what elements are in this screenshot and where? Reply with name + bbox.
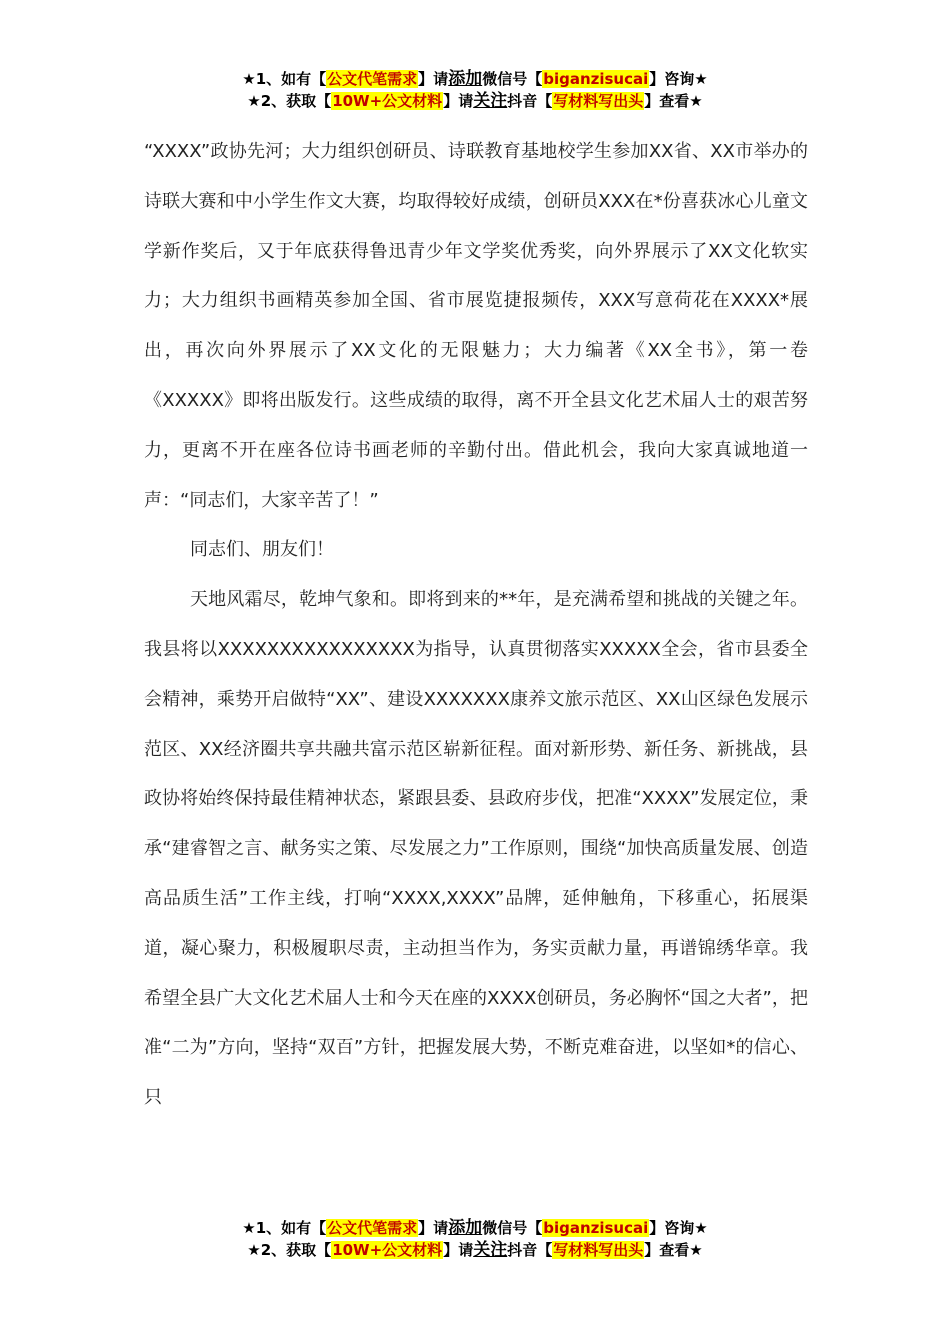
promo-text: ★2、获取【 xyxy=(247,1241,332,1259)
promo-highlight: 公文代笔需求 xyxy=(327,70,418,88)
promo-text: 抖音【 xyxy=(507,92,553,110)
promo-text: 】请 xyxy=(418,70,449,88)
promo-text: 】查看★ xyxy=(644,92,703,110)
promo-underline: 关注 xyxy=(473,91,508,111)
promo-highlight: 公文代笔需求 xyxy=(327,1219,418,1237)
promo-text: 】请 xyxy=(443,92,474,110)
paragraph-1: “XXXX”政协先河；大力组织创研员、诗联教育基地校学生参加XX省、XX市举办的诗联大赛和中小学生作文大赛，均取得较好成绩，创研员XXX在*份喜获冰心儿童文学新作奖后，又于年底获得鲁迅青少年文学奖优秀奖，向外界展示了XX文化软实力；大力组织书画精英参加全国、省市展览捷报频传，XXX写意荷花在XXXX*展出，再次向外界展示了XX文化的无限魅力；大力编著《XX全书》，第一卷《XXXXX》即将出版发行。这些成绩的取得，离不开全县文化艺术届人士的艰苦努力，更离不开在座各位诗书画老师的辛勤付出。借此机会，我向大家真诚地道一声：“同志们，大家辛苦了！” xyxy=(144,141,808,511)
promo-highlight: 10W+公文材料 xyxy=(332,1241,443,1259)
promo-line-1 xyxy=(0,1217,950,1239)
promo-footer xyxy=(0,1217,950,1261)
promo-text: ★2、获取【 xyxy=(247,92,332,110)
promo-highlight: 10W+公文材料 xyxy=(332,92,443,110)
promo-text: ★1、如有【 xyxy=(242,1219,327,1237)
promo-highlight: biganzisucai xyxy=(543,1219,649,1237)
promo-line-2 xyxy=(0,1239,950,1261)
promo-line-2 xyxy=(0,90,950,112)
promo-text: 】咨询★ xyxy=(649,1219,708,1237)
promo-underline: 添加 xyxy=(448,1218,483,1238)
promo-highlight: 写材料写出头 xyxy=(553,1241,644,1259)
paragraph-2: 同志们、朋友们！ xyxy=(190,539,334,561)
promo-text: ★1、如有【 xyxy=(242,70,327,88)
promo-header xyxy=(0,68,950,112)
promo-highlight: biganzisucai xyxy=(543,70,649,88)
promo-underline: 添加 xyxy=(448,69,483,89)
promo-text: 】请 xyxy=(443,1241,474,1259)
promo-text: 微信号【 xyxy=(482,70,543,88)
promo-highlight: 写材料写出头 xyxy=(553,92,644,110)
document-body xyxy=(144,127,808,1123)
promo-text: 】咨询★ xyxy=(649,70,708,88)
promo-line-1 xyxy=(0,68,950,90)
promo-text: 】查看★ xyxy=(644,1241,703,1259)
promo-text: 】请 xyxy=(418,1219,449,1237)
promo-text: 微信号【 xyxy=(482,1219,543,1237)
promo-underline: 关注 xyxy=(473,1240,508,1260)
promo-text: 抖音【 xyxy=(507,1241,553,1259)
paragraph-3: 天地风霜尽，乾坤气象和。即将到来的**年，是充满希望和挑战的关键之年。我县将以XXXXXXXXXXXXXXXX为指导，认真贯彻落实XXXXX全会，省市县委全会精神，乘势开启做特“XX”、建设XXXXXXX康养文旅示范区、XX山区绿色发展示范区、XX经济圈共享共融共富示范区崭新征程。面对新形势、新任务、新挑战，县政协将始终保持最佳精神状态，紧跟县委、县政府步伐，把准“XXXX”发展定位，秉承“建睿智之言、献务实之策、尽发展之力”工作原则，围绕“加快高质量发展、创造高品质生活”工作主线，打响“XXXX,XXXX”品牌，延伸触角，下移重心，拓展渠道，凝心聚力，积极履职尽责，主动担当作为，务实贡献力量，再谱锦绣华章。我希望全县广大文化艺术届人士和今天在座的XXXX创研员，务必胸怀“国之大者”，把准“二为”方向，坚持“双百”方针，把握发展大势，不断克难奋进，以坚如*的信心、只 xyxy=(144,589,808,1109)
